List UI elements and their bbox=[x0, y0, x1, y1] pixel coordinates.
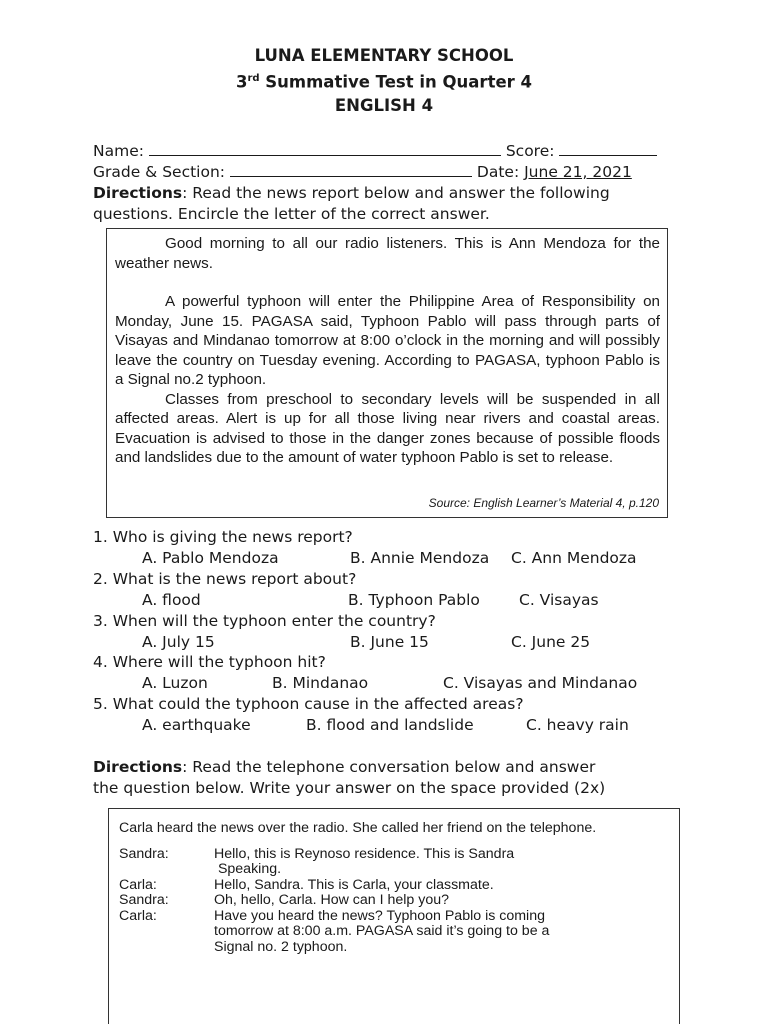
question-3-option-c[interactable]: C. June 25 bbox=[511, 633, 591, 651]
speaker-name: Carla: bbox=[119, 876, 157, 893]
dialogue-text: Oh, hello, Carla. How can I help you? bbox=[214, 892, 450, 908]
news-paragraph-2: A powerful typhoon will enter the Philippine Area of Responsibility on Monday, June 15. PAGASA said, Typhoon Pablo will pass through parts of Visayas and Mindanao tomorrow at 8:00 o’clock in the morning and will possibly leave the country on Tuesday evening. According to PAGASA, typhoon Pablo is a Signal no.2 typhoon. bbox=[115, 293, 660, 388]
dialogue-text: Have you heard the news? Typhoon Pablo is coming bbox=[214, 907, 545, 924]
score-label: Score: bbox=[505, 142, 555, 160]
grade-section-label: Grade & Section: bbox=[93, 163, 226, 181]
question-4-option-c[interactable]: C. Visayas and Mindanao bbox=[443, 674, 638, 692]
conversation-line bbox=[119, 893, 669, 909]
question-2: 2. What is the news report about? bbox=[93, 570, 357, 588]
question-1: 1. Who is giving the news report? bbox=[93, 528, 353, 546]
news-paragraph-1: Good morning to all our radio listeners. This is Ann Mendoza for the weather news. bbox=[115, 235, 660, 272]
question-5-option-c[interactable]: C. heavy rain bbox=[526, 716, 629, 734]
conversation-line bbox=[119, 909, 669, 956]
school-name: LUNA ELEMENTARY SCHOOL bbox=[254, 46, 514, 65]
directions-1-label: Directions bbox=[93, 184, 183, 202]
speaker-name: Carla: bbox=[119, 907, 157, 924]
grade-date-row bbox=[93, 162, 632, 182]
directions-2-label: Directions bbox=[93, 758, 183, 776]
conversation-intro: Carla heard the news over the radio. She called her friend on the telephone. bbox=[119, 820, 597, 836]
dialogue-text: Hello, Sandra. This is Carla, your classmate. bbox=[214, 876, 494, 893]
dialogue-text: Hello, this is Reynoso residence. This is Sandra bbox=[214, 845, 515, 862]
question-1-option-b[interactable]: B. Annie Mendoza bbox=[350, 549, 490, 567]
dialogue-text-cont: Speaking. bbox=[214, 861, 282, 877]
news-report-box bbox=[106, 228, 668, 518]
question-2-option-a[interactable]: A. flood bbox=[142, 591, 201, 609]
test-ordinal-number: 3 bbox=[235, 72, 248, 92]
directions-1-text1: : Read the news report below and answer the following bbox=[182, 184, 610, 202]
date-value: June 21, 2021 bbox=[524, 163, 632, 181]
directions-2-line2: the question below. Write your answer on the space provided (2x) bbox=[93, 779, 606, 797]
name-score-row bbox=[93, 141, 657, 161]
speaker-name: Sandra: bbox=[119, 845, 169, 862]
test-title-text: Summative Test in Quarter 4 bbox=[259, 72, 533, 92]
conversation-line bbox=[119, 847, 669, 878]
question-2-option-c[interactable]: C. Visayas bbox=[519, 591, 599, 609]
name-blank[interactable] bbox=[149, 141, 501, 156]
question-3-option-b[interactable]: B. June 15 bbox=[350, 633, 429, 651]
question-5-option-b[interactable]: B. flood and landslide bbox=[306, 716, 474, 734]
question-5: 5. What could the typhoon cause in the affected areas? bbox=[93, 695, 524, 713]
directions-1-line1 bbox=[93, 183, 610, 203]
question-3-option-a[interactable]: A. July 15 bbox=[142, 633, 215, 651]
dialogue-text-cont: Signal no. 2 typhoon. bbox=[214, 938, 348, 955]
document-header bbox=[0, 44, 768, 117]
question-4-option-b[interactable]: B. Mindanao bbox=[272, 674, 369, 692]
question-2-option-b[interactable]: B. Typhoon Pablo bbox=[348, 591, 480, 609]
question-1-option-c[interactable]: C. Ann Mendoza bbox=[511, 549, 637, 567]
question-4-option-a[interactable]: A. Luzon bbox=[142, 674, 208, 692]
directions-1-line2: questions. Encircle the letter of the correct answer. bbox=[93, 205, 490, 223]
dialogue-text-cont: tomorrow at 8:00 a.m. PAGASA said it’s going to be a bbox=[214, 923, 550, 939]
name-label: Name: bbox=[93, 142, 144, 160]
test-ordinal-suffix: rd bbox=[247, 73, 260, 84]
conversation-line bbox=[119, 878, 669, 894]
date-label: Date: bbox=[476, 163, 520, 181]
speaker-name: Sandra: bbox=[119, 892, 169, 908]
question-1-option-a[interactable]: A. Pablo Mendoza bbox=[142, 549, 279, 567]
grade-section-blank[interactable] bbox=[230, 162, 472, 177]
test-title bbox=[0, 67, 768, 94]
question-4: 4. Where will the typhoon hit? bbox=[93, 653, 326, 671]
news-paragraph-3: Classes from preschool to secondary levels will be suspended in all affected areas. Alert is up for all those living near rivers and coastal areas. Evacuation is advised to those in the danger zones because of possible floods and landslides due to the amount of water typhoon Pablo is set to release. bbox=[115, 390, 660, 466]
news-source: Source: English Learner’s Material 4, p.120 bbox=[428, 495, 659, 510]
question-5-option-a[interactable]: A. earthquake bbox=[142, 716, 251, 734]
score-blank[interactable] bbox=[559, 141, 657, 156]
conversation-box bbox=[108, 808, 680, 1024]
directions-2-text1: : Read the telephone conversation below and answer bbox=[182, 758, 596, 776]
directions-2-line1 bbox=[93, 757, 595, 777]
question-3: 3. When will the typhoon enter the country? bbox=[93, 612, 436, 630]
subject-title: ENGLISH 4 bbox=[334, 95, 434, 115]
